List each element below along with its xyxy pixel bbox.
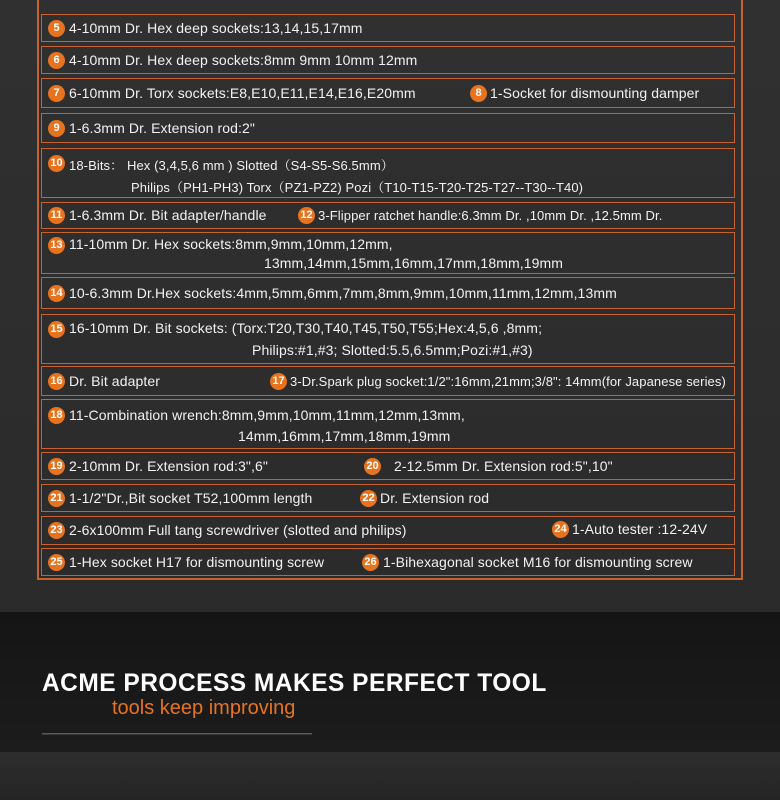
item-text: 16-10mm Dr. Bit sockets: (Torx:T20,T30,T40,T45,T50,T55;Hex:4,5,6 ,8mm; [69,320,543,336]
item-number-badge: 11 [48,207,65,224]
item-number-badge: 7 [48,85,65,102]
list-row [41,548,735,576]
list-row [41,277,735,309]
item-number-badge: 13 [48,237,65,254]
item-number-badge: 12 [298,207,315,224]
fine-print-decoration [42,732,312,736]
item-number-badge: 22 [360,490,377,507]
item-text: 10-6.3mm Dr.Hex sockets:4mm,5mm,6mm,7mm,8mm,9mm,10mm,11mm,12mm,13mm [69,285,617,301]
item-number-badge: 21 [48,490,65,507]
page-footer-area [0,752,780,800]
item-text: 2-12.5mm Dr. Extension rod:5",10" [394,458,613,474]
item-number-badge: 8 [470,85,487,102]
item-number-badge: 10 [48,155,65,172]
item-text: 1-Bihexagonal socket M16 for dismounting screw [383,554,693,570]
item-number-badge: 19 [48,458,65,475]
item-text: 4-10mm Dr. Hex deep sockets:8mm 9mm 10mm 12mm [69,52,418,68]
item-text: 1-6.3mm Dr. Bit adapter/handle [69,207,267,223]
banner-headline: ACME PROCESS MAKES PERFECT TOOL [42,669,547,697]
item-text: 11-Combination wrench:8mm,9mm,10mm,11mm,12mm,13mm, [69,407,465,423]
item-text: 2-10mm Dr. Extension rod:3",6" [69,458,268,474]
item-text: 3-Dr.Spark plug socket:1/2":16mm,21mm;3/8": 14mm(for Japanese series) [290,374,726,389]
item-number-badge: 5 [48,20,65,37]
item-number-badge: 20 [364,458,381,475]
item-text: Philips（PH1-PH3) Torx（PZ1-PZ2) Pozi（T10-T15-T20-T25-T27--T30--T40) [131,180,584,195]
item-text: 1-Auto tester :12-24V [572,521,708,537]
banner-subline: tools keep improving [112,697,296,719]
item-text: 1-Hex socket H17 for dismounting screw [69,554,325,570]
list-row [41,484,735,512]
banner-fine-print [42,732,312,738]
list-row [41,452,735,480]
list-row [41,366,735,396]
list-row [41,399,735,449]
list-row [41,516,735,545]
item-number-badge: 17 [270,373,287,390]
item-text: 11-10mm Dr. Hex sockets:8mm,9mm,10mm,12mm, [69,236,393,252]
item-text: 18-Bits： Hex (3,4,5,6 mm ) Slotted（S4-S5-S6.5mm） [69,158,394,173]
item-text: 6-10mm Dr. Torx sockets:E8,E10,E11,E14,E16,E20mm [69,85,416,101]
item-number-badge: 26 [362,554,379,571]
item-number-badge: 24 [552,521,569,538]
item-number-badge: 16 [48,373,65,390]
list-row [41,202,735,229]
item-text: 4-10mm Dr. Hex deep sockets:13,14,15,17mm [69,20,363,36]
item-number-badge: 25 [48,554,65,571]
item-text: 14mm,16mm,17mm,18mm,19mm [238,428,451,444]
item-number-badge: 9 [48,120,65,137]
item-text: 1-1/2"Dr.,Bit socket T52,100mm length [69,490,313,506]
list-row [41,314,735,364]
item-number-badge: 14 [48,285,65,302]
item-text: 13mm,14mm,15mm,16mm,17mm,18mm,19mm [264,255,564,271]
item-text: 1-Socket for dismounting damper [490,85,700,101]
list-row [41,14,735,42]
list-row [41,148,735,198]
item-number-badge: 18 [48,407,65,424]
item-number-badge: 6 [48,52,65,69]
item-text: 2-6x100mm Full tang screwdriver (slotted and philips) [69,522,407,538]
list-row [41,78,735,108]
list-row [41,113,735,143]
list-row [41,232,735,274]
item-text: Dr. Extension rod [380,490,490,506]
list-row [41,46,735,74]
item-number-badge: 15 [48,321,65,338]
item-text: Dr. Bit adapter [69,373,160,389]
item-text: 1-6.3mm Dr. Extension rod:2" [69,120,255,136]
item-text: 3-Flipper ratchet handle:6.3mm Dr. ,10mm Dr. ,12.5mm Dr. [318,208,663,223]
item-number-badge: 23 [48,522,65,539]
item-text: Philips:#1,#3; Slotted:5.5,6.5mm;Pozi:#1,#3) [252,342,533,358]
